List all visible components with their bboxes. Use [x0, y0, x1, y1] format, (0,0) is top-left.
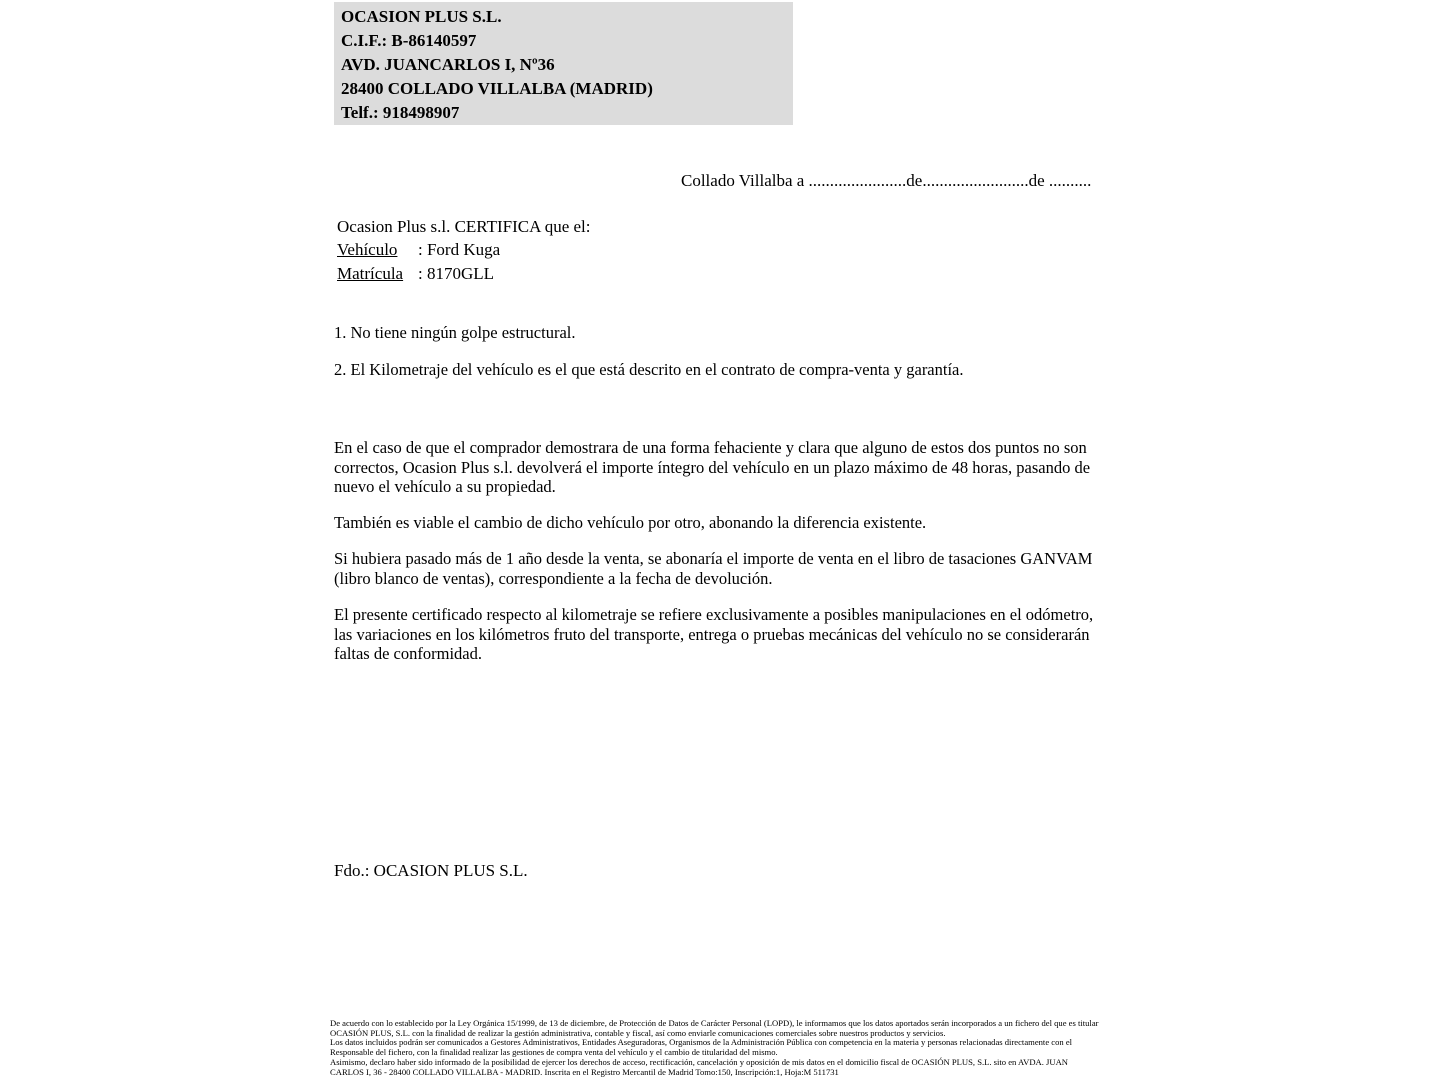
- paragraph-refund: En el caso de que el comprador demostrara de una forma fehaciente y clara que alguno de estos dos puntos no son correctos, Ocasion Plus s.l. devolverá el importe íntegro del vehículo en un plazo máximo de 48 horas, pasando de nuevo el vehículo a su propiedad.: [334, 438, 1091, 497]
- body-paragraphs: [334, 438, 1098, 680]
- vehicle-value: : Ford Kuga: [418, 240, 501, 260]
- signature-line: Fdo.: OCASION PLUS S.L.: [334, 861, 528, 880]
- point-2: 2. El Kilometraje del vehículo es el que está descrito en el contrato de compra-venta y garantía.: [334, 360, 964, 380]
- plate-row: [337, 262, 591, 285]
- certified-points: [334, 323, 1100, 397]
- certification-block: [337, 215, 591, 285]
- plate-value: : 8170GLL: [418, 263, 495, 283]
- vehicle-row: [337, 238, 591, 261]
- paragraph-exchange: También es viable el cambio de dicho vehículo por otro, abonando la diferencia existente.: [334, 513, 927, 533]
- company-header-box: [334, 2, 793, 125]
- paragraph-ganvam: Si hubiera pasado más de 1 año desde la venta, se abonaría el importe de venta en el libro de tasaciones GANVAM (libro blanco de ventas), correspondiente a la fecha de devolución.: [334, 549, 1093, 588]
- plate-label: Matrícula: [337, 263, 404, 283]
- certification-intro: Ocasion Plus s.l. CERTIFICA que el:: [337, 217, 591, 236]
- company-name: OCASION PLUS S.L.: [341, 7, 502, 26]
- company-cif: C.I.F.: B-86140597: [341, 31, 477, 50]
- point-1: 1. No tiene ningún golpe estructural.: [334, 323, 576, 342]
- vehicle-label: Vehículo: [337, 240, 398, 260]
- legal-paragraph-lopd: De acuerdo con lo establecido por la Ley Orgánica 15/1999, de 13 de diciembre, de Protección de Datos de Carácter Personal (LOPD), le informamos que los datos aportados serán incorporados a un fichero del que es titular OCASIÓN PLUS, S.L. con la finalidad de realizar la gestión administrativa, contable y fiscal, así como enviarle comunicaciones comerciales sobre nuestros productos y servicios.: [330, 1018, 1099, 1038]
- company-postal-city: 28400 COLLADO VILLALBA (MADRID): [341, 79, 653, 98]
- date-line: Collado Villalba a .......................de.........................de ..........: [681, 171, 1092, 190]
- paragraph-odometer: El presente certificado respecto al kilometraje se refiere exclusivamente a posibles manipulaciones en el odómetro, las variaciones en los kilómetros fruto del transporte, entrega o pruebas mecánicas del vehículo no se considerarán faltas de conformidad.: [334, 605, 1094, 664]
- legal-footer: [330, 1019, 1102, 1077]
- legal-paragraph-data-sharing: Los datos incluidos podrán ser comunicados a Gestores Administrativos, Entidades Aseguradoras, Organismos de la Administración Pública con competencia en la materia y personas relacionadas directamente con el Responsable del fichero, con la finalidad realizar las gestiones de compra venta del vehículo y el cambio de titularidad del mismo.: [330, 1037, 1073, 1058]
- legal-paragraph-rights: Asimismo, declaro haber sido informado de la posibilidad de ejercer los derechos de acceso, rectificación, cancelación y oposición de mis datos en el domicilio fiscal de OCASIÓN PLUS, S.L. sito en AVDA. JUAN CARLOS I, 36 - 28400 COLLADO VILLALBA - MADRID. Inscrita en el Registro Mercantil de Madrid Tomo:150, Inscripción:1, Hoja:M 511731: [330, 1056, 1069, 1077]
- company-phone: Telf.: 918498907: [341, 103, 460, 122]
- company-address: AVD. JUANCARLOS I, Nº36: [341, 55, 555, 74]
